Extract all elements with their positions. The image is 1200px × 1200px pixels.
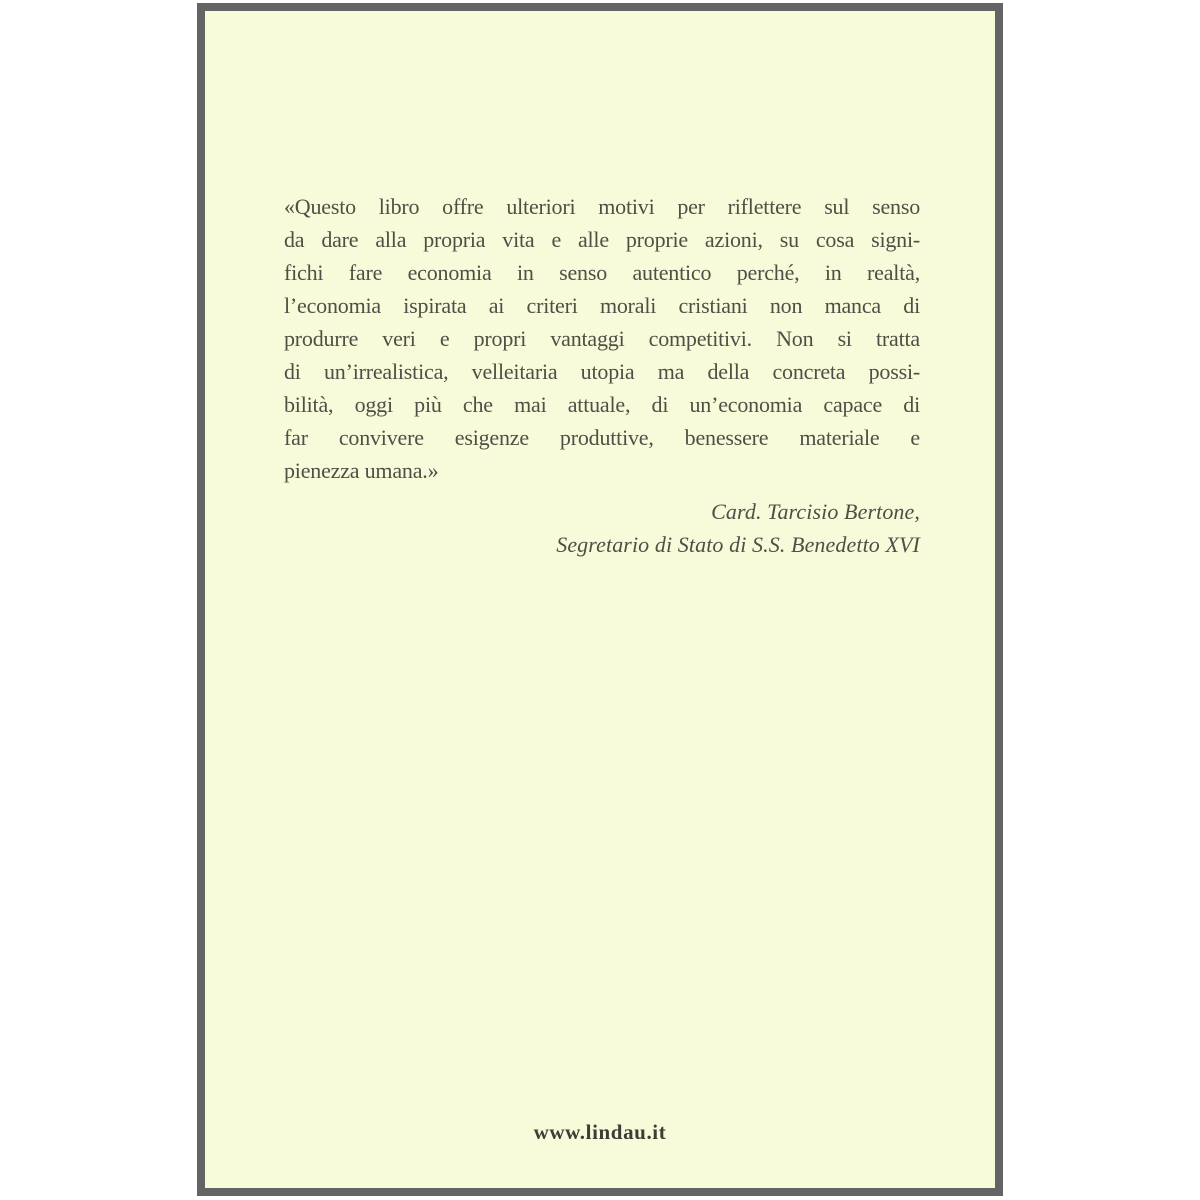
book-back-cover [197, 3, 1003, 1196]
quote-attribution [284, 495, 920, 561]
quote-line: di un’irrealistica, velleitaria utopia ma della concreta possi- [284, 359, 920, 384]
quote-block [284, 190, 920, 487]
publisher-website: www.lindau.it [533, 1120, 667, 1144]
quote-line: da dare alla propria vita e alle proprie azioni, su cosa signi- [284, 227, 920, 252]
quote-line: l’economia ispirata ai criteri morali cristiani non manca di [284, 293, 920, 318]
quote-line: produrre veri e propri vantaggi competitivi. Non si tratta [284, 326, 920, 351]
attribution-name: Card. Tarcisio Bertone, [711, 499, 920, 524]
quote-line: bilità, oggi più che mai attuale, di un’economia capace di [284, 392, 920, 417]
attribution-title: Segretario di Stato di S.S. Benedetto XVI [556, 532, 920, 557]
quote-line: far convivere esigenze produttive, benessere materiale e [284, 425, 920, 450]
quote-line: pienezza umana.» [284, 458, 439, 483]
quote-line: «Questo libro offre ulteriori motivi per riflettere sul senso [284, 194, 920, 219]
quote-line: fichi fare economia in senso autentico perché, in realtà, [284, 260, 920, 285]
